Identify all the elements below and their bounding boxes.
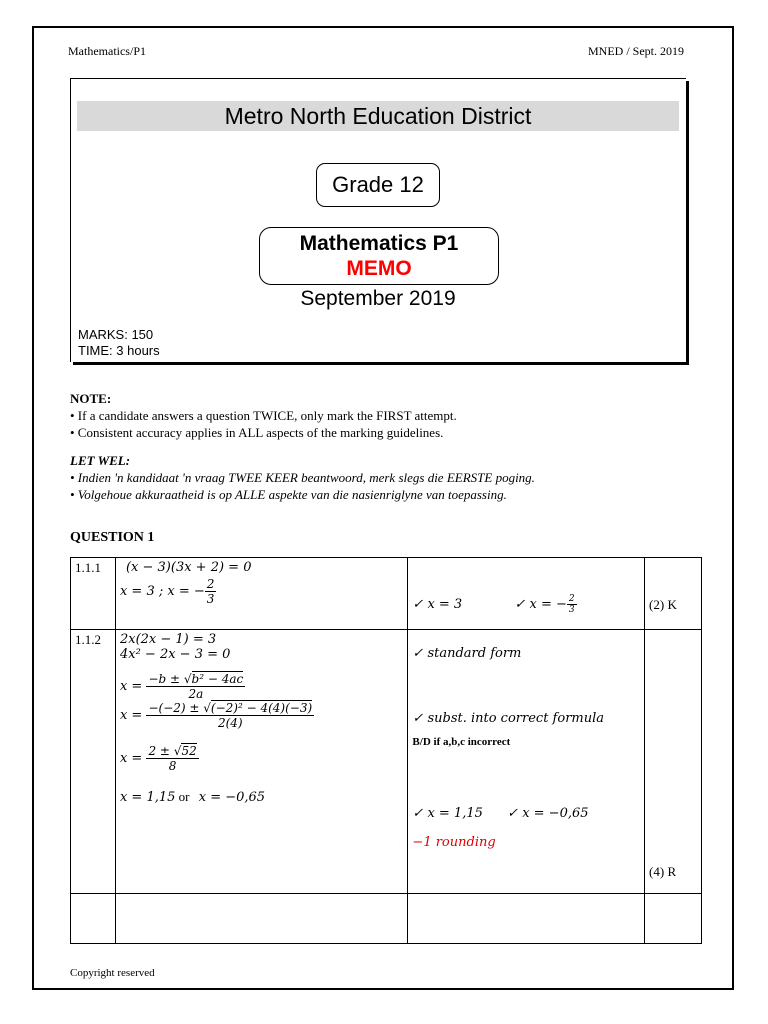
memo-label: MEMO [346, 257, 412, 280]
total-cell [645, 558, 702, 630]
let-wel-item: • Indien 'n kandidaat 'n vraag TWEE KEER beantwoord, merk slegs die EERSTE poging. [70, 470, 535, 485]
let-wel-heading: LET WEL: [70, 453, 131, 468]
time-label: TIME: 3 hours [78, 343, 160, 358]
note-heading: NOTE: [70, 391, 112, 406]
equation: (x − 3)(3x + 2) = 0 [125, 560, 252, 575]
note-item: • Consistent accuracy applies in ALL aspects of the marking guidelines. [70, 425, 444, 440]
title-box [70, 78, 686, 362]
total-marks: (2) K [649, 596, 677, 612]
total-cell [645, 630, 702, 894]
simplified: x = $\frac{2 \pm √52}{8}$ [119, 744, 197, 773]
substitution: x = $\frac{\text{−(−2) ± √(−2)² − 4(4)(−3)}}{2(4)}$ [119, 701, 313, 730]
table-row [71, 630, 702, 894]
working-cell [115, 630, 407, 894]
question-number: 1.1.2 [71, 630, 116, 894]
memo-table [70, 557, 702, 944]
mark-ticks: ✓ x = 3 ✓ x = − $\frac{2}{3}$ [412, 594, 575, 615]
mark-rounding: −1 rounding [412, 835, 496, 850]
marks-cell [408, 558, 645, 630]
marks-time [78, 327, 160, 359]
equation: 2x(2x − 1) = 3 [119, 632, 217, 647]
mark-note: B/D if a,b,c incorrect [412, 736, 511, 748]
empty-cell [115, 894, 407, 944]
marks-cell [408, 630, 645, 894]
district-name: Metro North Education District [77, 101, 679, 131]
mark-substitution: ✓ subst. into correct formula [412, 711, 605, 726]
question-number: 1.1.1 [71, 558, 116, 630]
mark-answers: ✓ x = 1,15 ✓ x = −0,65 [412, 806, 589, 821]
formula: x = $\frac{\text{−b ± √b² − 4ac}}{2a}$ [119, 672, 244, 701]
answers: x = 1,15 or x = −0,65 [119, 789, 266, 805]
mark-standard-form: ✓ standard form [412, 646, 522, 661]
question-heading: QUESTION 1 [70, 530, 155, 545]
total-marks: (4) R [649, 864, 677, 879]
subject-title: Mathematics P1 [299, 232, 459, 255]
note-section [70, 390, 457, 441]
grade-box: Grade 12 [316, 163, 440, 207]
subject-box [259, 227, 499, 285]
empty-cell [408, 894, 645, 944]
let-wel-section [70, 452, 535, 503]
marks-label: MARKS: 150 [78, 327, 154, 342]
empty-cell [71, 894, 116, 944]
note-item: • If a candidate answers a question TWICE, only mark the FIRST attempt. [70, 408, 457, 423]
table-row [71, 558, 702, 630]
header-right: MNED / Sept. 2019 [588, 44, 684, 58]
exam-date: September 2019 [300, 287, 456, 310]
table-row [71, 894, 702, 944]
empty-cell [645, 894, 702, 944]
equation: 4x² − 2x − 3 = 0 [119, 647, 231, 662]
working-cell [115, 558, 407, 630]
solution: x = 3 ; x = − $\frac{2}{3}$ [119, 577, 215, 606]
header-left: Mathematics/P1 [68, 44, 146, 58]
let-wel-item: • Volgehoue akkuraatheid is op ALLE aspekte van die nasienriglyne van toepassing. [70, 487, 507, 502]
copyright-footer: Copyright reserved [70, 967, 155, 979]
